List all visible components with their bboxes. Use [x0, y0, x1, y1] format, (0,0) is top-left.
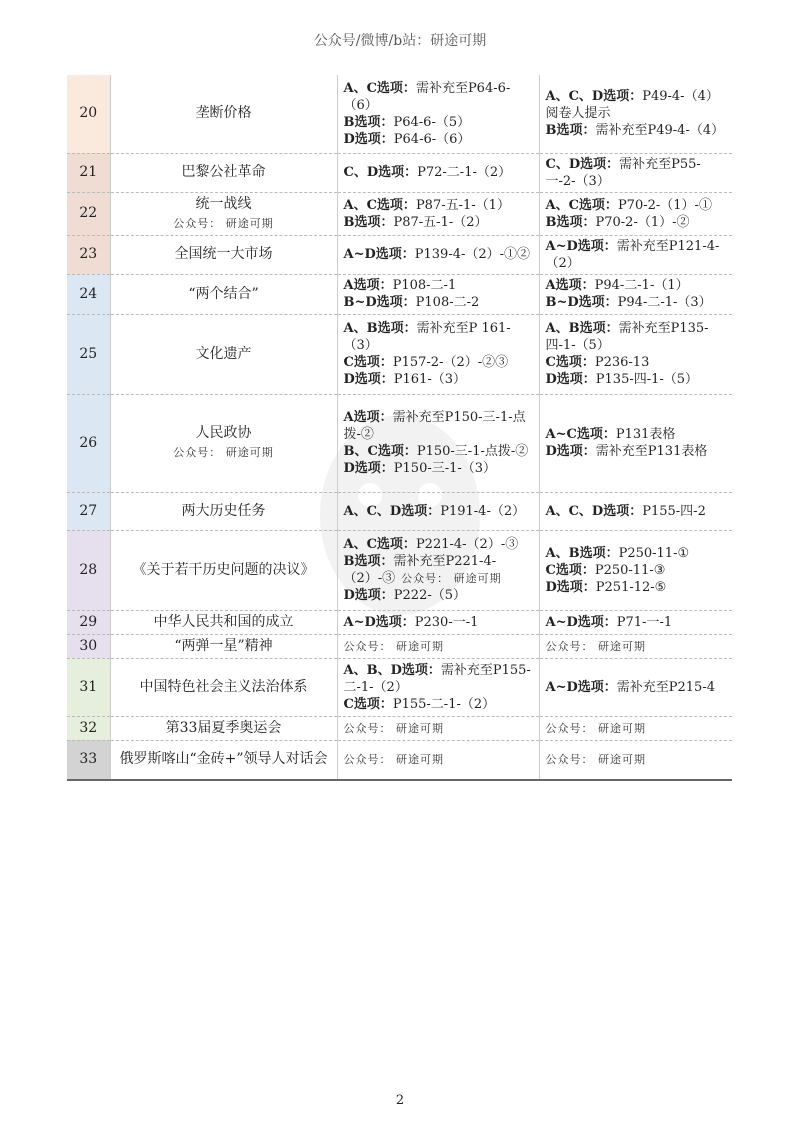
row-number: 33 [67, 740, 110, 780]
table-row [67, 235, 732, 274]
option-line [344, 587, 533, 604]
table-row [67, 75, 732, 153]
option-line [546, 277, 727, 294]
option-label: A、B选项： [545, 545, 619, 561]
previous-edition-cell [539, 610, 732, 634]
option-label: D选项： [343, 372, 394, 387]
cell-watermark-text: 公众号： 研途可期 [343, 639, 444, 653]
option-reference: P108-二-1 [392, 278, 457, 293]
topic-cell [110, 716, 337, 740]
option-line [344, 409, 533, 443]
option-reference: P72-二-1-（2） [417, 165, 512, 180]
cell-watermark-text: 公众号： 研途可期 [545, 753, 646, 767]
option-reference: 需补充至P221-4-（2）-③ [343, 554, 497, 586]
option-reference: P222-（5） [393, 588, 467, 603]
topic-watermark-text: 公众号： 研途可期 [173, 216, 274, 230]
current-edition-cell [337, 192, 539, 235]
option-reference: P71-一-1 [616, 614, 673, 630]
option-line [546, 122, 727, 139]
option-line [344, 197, 533, 214]
previous-edition-cell [539, 530, 732, 610]
option-reference: 需补充至P121-4-（2） [545, 238, 720, 271]
option-label: A、C、D选项： [343, 503, 441, 519]
option-line [546, 562, 727, 579]
previous-edition-cell [539, 716, 732, 740]
table-row [67, 192, 732, 235]
option-reference: P191-4-（2） [440, 503, 526, 519]
option-reference: P94-二-1-（3） [617, 295, 712, 310]
option-line [344, 80, 533, 114]
option-line [344, 662, 533, 696]
topic-title: 巴黎公社革命 [181, 164, 266, 180]
option-reference: P64-6-（6） [393, 131, 471, 147]
option-reference: P49-4-（4）阅卷人提示 [545, 89, 719, 122]
topic-cell [110, 492, 337, 530]
option-reference: P157-2-（2）-②③ [392, 355, 509, 370]
topic-title: 文化遗产 [195, 345, 252, 362]
option-reference: P221-4-（2）-③ [415, 537, 519, 552]
option-line [344, 503, 533, 520]
current-edition-cell [337, 530, 539, 610]
current-edition-cell [337, 394, 539, 492]
option-line [344, 460, 533, 477]
row-number: 32 [67, 716, 110, 740]
option-line [546, 443, 727, 460]
topic-title: 中国特色社会主义法治体系 [139, 678, 308, 695]
option-line [546, 294, 727, 311]
option-label: C选项： [545, 355, 595, 370]
option-line [344, 443, 533, 460]
current-edition-cell [337, 274, 539, 314]
topic-watermark-text: 公众号： 研途可期 [173, 446, 274, 459]
previous-edition-cell [539, 153, 732, 192]
option-line [344, 614, 533, 631]
option-reference: P131表格 [615, 427, 676, 442]
previous-edition-cell [539, 740, 732, 780]
topic-title: 两大历史任务 [181, 502, 266, 519]
option-reference: P64-6-（5） [393, 114, 471, 130]
row-number: 23 [67, 235, 110, 274]
previous-edition-cell [539, 492, 732, 530]
option-reference: P250-11-① [618, 545, 690, 561]
previous-edition-cell [539, 658, 732, 716]
previous-edition-cell [539, 274, 732, 314]
option-reference: P108-二-2 [415, 295, 480, 310]
option-reference: P251-12-⑤ [595, 579, 667, 595]
previous-edition-cell [539, 634, 732, 658]
option-line [546, 214, 727, 231]
row-number: 25 [67, 314, 110, 394]
topic-title: 《关于若干历史问题的决议》 [132, 561, 315, 578]
previous-edition-cell [539, 394, 732, 492]
option-label: C、D选项： [343, 165, 418, 180]
topic-cell [110, 153, 337, 192]
option-reference: 需补充至P 161-（3） [343, 321, 511, 353]
option-label: B选项： [343, 554, 394, 569]
option-line [546, 320, 727, 354]
row-number: 30 [67, 634, 110, 658]
answer-table [67, 75, 732, 781]
current-edition-cell [337, 235, 539, 274]
row-number: 28 [67, 530, 110, 610]
option-line [344, 131, 533, 148]
option-label: A~C选项： [545, 427, 616, 442]
option-reference: 需补充至P155-二-1-（2） [343, 662, 531, 695]
current-edition-cell [337, 153, 539, 192]
option-reference: 需补充至P135-四-1-（5） [545, 321, 709, 353]
option-reference: P230-一-1 [414, 614, 479, 630]
previous-edition-cell [539, 235, 732, 274]
option-label: B~D选项： [343, 295, 416, 310]
option-line [344, 354, 533, 371]
option-reference: 需补充至P49-4-（4） [595, 123, 725, 139]
option-line [344, 214, 533, 231]
topic-cell [110, 314, 337, 394]
option-line [344, 320, 533, 354]
option-reference: P87-五-1-（1） [415, 197, 510, 213]
row-number: 24 [67, 274, 110, 314]
option-label: D选项： [343, 131, 394, 147]
option-reference: P135-四-1-（5） [595, 372, 699, 387]
topic-title: 人民政协 [195, 425, 252, 441]
topic-cell [110, 394, 337, 492]
option-line [344, 164, 533, 181]
option-label: B、C选项： [343, 444, 417, 459]
option-reference: P150-三-1-（3） [393, 461, 497, 476]
option-label: A、B选项： [343, 321, 417, 336]
row-number: 21 [67, 153, 110, 192]
option-line [546, 156, 727, 190]
option-label: B~D选项： [545, 295, 618, 310]
current-edition-cell [337, 610, 539, 634]
option-reference: 需补充至P64-6-（6） [343, 80, 511, 113]
cell-watermark-text: 公众号： 研途可期 [545, 721, 646, 735]
row-number: 22 [67, 192, 110, 235]
current-edition-cell [337, 716, 539, 740]
option-reference: P155-四-2 [642, 503, 706, 519]
previous-edition-cell [539, 75, 732, 153]
option-label: C选项： [343, 355, 393, 370]
row-number: 29 [67, 610, 110, 634]
option-label: D选项： [545, 444, 596, 459]
option-label: B选项： [343, 114, 394, 130]
option-line [546, 545, 727, 562]
table-row [67, 658, 732, 716]
cell-watermark-text: 公众号： 研途可期 [343, 721, 444, 735]
topic-title: 全国统一大市场 [174, 246, 273, 262]
current-edition-cell [337, 740, 539, 780]
topic-cell [110, 530, 337, 610]
option-label: A、C选项： [343, 80, 416, 96]
table-row [67, 530, 732, 610]
page-header: 公众号/微博/b站：研途可期 [313, 33, 487, 49]
topic-title: 垄断价格 [195, 105, 252, 122]
option-label: A~D选项： [545, 679, 617, 695]
option-line [344, 294, 533, 311]
option-label: A、C、D选项： [545, 503, 643, 519]
topic-title: “两个结合” [188, 285, 259, 302]
option-line [344, 696, 533, 713]
option-reference: 需补充至P131表格 [595, 444, 708, 459]
table-row [67, 274, 732, 314]
option-label: C选项： [343, 696, 393, 712]
option-label: A、B、D选项： [343, 662, 441, 678]
option-label: A~D选项： [343, 247, 415, 262]
option-label: B选项： [545, 214, 596, 230]
option-label: C、D选项： [545, 156, 620, 172]
topic-cell [110, 658, 337, 716]
table-row [67, 610, 732, 634]
row-number: 26 [67, 394, 110, 492]
option-label: A选项： [343, 278, 393, 293]
option-line [546, 579, 727, 596]
option-label: D选项： [343, 588, 394, 603]
option-label: D选项： [343, 461, 394, 476]
topic-title: 第33届夏季奥运会 [165, 719, 282, 736]
topic-cell [110, 740, 337, 780]
option-line [546, 354, 727, 371]
option-label: A、B选项： [545, 321, 619, 336]
topic-cell [110, 192, 337, 235]
option-label: A~D选项： [343, 614, 415, 630]
table-row [67, 394, 732, 492]
option-reference: P161-（3） [393, 372, 467, 387]
option-reference: P70-2-（1）-① [617, 197, 712, 213]
option-label: D选项： [545, 372, 596, 387]
option-line [546, 197, 727, 214]
option-line [546, 503, 727, 520]
option-label: B选项： [343, 214, 394, 230]
option-line [546, 679, 727, 696]
table-row [67, 492, 732, 530]
option-reference: P150-三-1-点拨-② [416, 444, 529, 459]
option-line [546, 238, 727, 272]
option-line [344, 553, 533, 587]
option-label: A~D选项： [545, 614, 617, 630]
topic-cell [110, 75, 337, 153]
option-line [344, 371, 533, 388]
topic-cell [110, 274, 337, 314]
previous-edition-cell [539, 192, 732, 235]
option-reference: P250-11-③ [594, 562, 666, 578]
row-number: 20 [67, 75, 110, 153]
option-label: A、C选项： [545, 197, 618, 213]
option-label: D选项： [545, 579, 596, 595]
option-line [344, 246, 533, 263]
current-edition-cell [337, 492, 539, 530]
table-row [67, 740, 732, 780]
option-label: A、C选项： [343, 197, 416, 213]
inline-watermark-text: 公众号： 研途可期 [401, 572, 502, 585]
option-reference: P139-4-（2）-①② [414, 247, 531, 262]
current-edition-cell [337, 634, 539, 658]
option-reference: P70-2-（1）-② [595, 214, 690, 230]
option-label: A选项： [545, 278, 595, 293]
option-line [546, 88, 727, 122]
topic-title: 俄罗斯喀山“金砖+”领导人对话会 [119, 751, 328, 768]
previous-edition-cell [539, 314, 732, 394]
option-reference: 需补充至P215-4 [616, 679, 715, 695]
option-line [344, 536, 533, 553]
option-reference: 需补充至P55-一-2-（3） [545, 156, 701, 189]
option-line [344, 114, 533, 131]
option-label: C选项： [545, 562, 595, 578]
option-label: A、C、D选项： [545, 89, 643, 105]
topic-cell [110, 634, 337, 658]
topic-title: “两弹一星”精神 [174, 637, 273, 654]
option-reference: P94-二-1-（1） [594, 278, 689, 293]
option-reference: P87-五-1-（2） [393, 214, 488, 230]
table-row [67, 716, 732, 740]
option-label: A选项： [343, 410, 393, 425]
table-row [67, 634, 732, 658]
table-row [67, 153, 732, 192]
page-number: 2 [395, 1093, 405, 1108]
row-number: 31 [67, 658, 110, 716]
option-reference: P236-13 [594, 355, 650, 370]
current-edition-cell [337, 658, 539, 716]
topic-cell [110, 235, 337, 274]
topic-title: 统一战线 [195, 195, 252, 212]
table-row [67, 314, 732, 394]
option-reference: P155-二-1-（2） [392, 696, 496, 712]
option-reference: 需补充至P150-三-1-点拨-② [343, 410, 526, 442]
option-label: A~D选项： [545, 238, 617, 254]
option-label: B选项： [545, 123, 596, 139]
option-label: A、C选项： [343, 537, 416, 552]
option-line [546, 371, 727, 388]
row-number: 27 [67, 492, 110, 530]
cell-watermark-text: 公众号： 研途可期 [545, 639, 646, 653]
current-edition-cell [337, 75, 539, 153]
option-line [546, 426, 727, 443]
topic-cell [110, 610, 337, 634]
option-line [344, 277, 533, 294]
topic-title: 中华人民共和国的成立 [153, 613, 294, 630]
current-edition-cell [337, 314, 539, 394]
cell-watermark-text: 公众号： 研途可期 [343, 753, 444, 767]
option-line [546, 614, 727, 631]
